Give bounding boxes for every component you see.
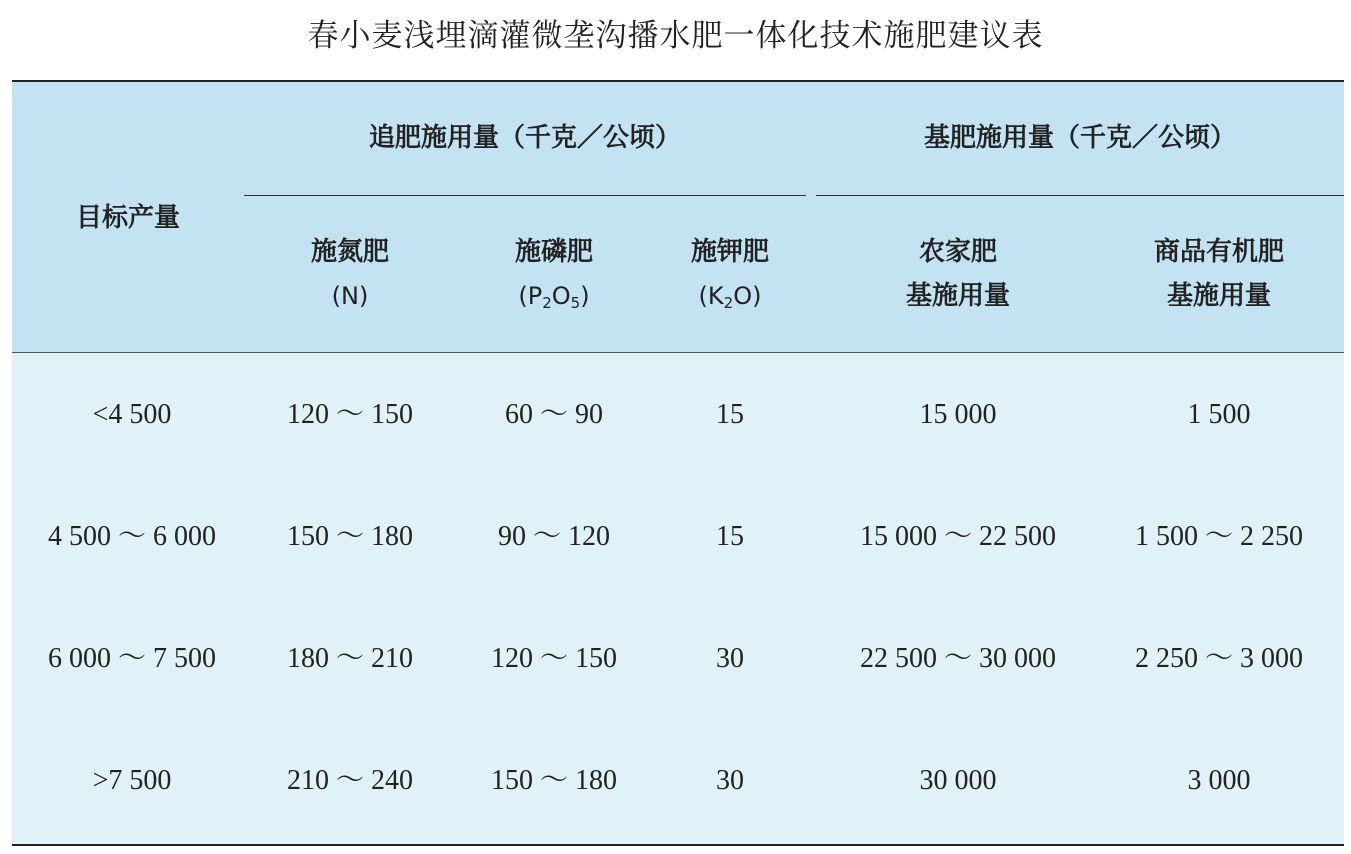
cell-farm-manure: 15 000 — [919, 399, 997, 430]
cell-potash: 30 — [716, 643, 744, 674]
cell-nitrogen: 120 ～ 150 — [286, 399, 413, 430]
header-base-group: 基肥施用量（千克／公顷） — [923, 123, 1236, 153]
table-row — [12, 720, 1344, 842]
table-row — [12, 354, 1344, 476]
cell-farm-manure: 15 000 ～ 22 500 — [859, 521, 1056, 552]
cell-target-yield: 4 500 ～ 6 000 — [47, 521, 216, 552]
cell-phosphate: 90 ～ 120 — [497, 521, 610, 552]
cell-target-yield: 6 000 ～ 7 500 — [47, 643, 216, 674]
header-potash-formula: $(K_2O)$ — [698, 282, 762, 312]
fertilizer-table — [12, 80, 1344, 846]
cell-phosphate: 120 ～ 150 — [490, 643, 617, 674]
cell-nitrogen: 210 ～ 240 — [286, 765, 413, 796]
header-nitrogen-label: 施氮肥 — [310, 237, 389, 267]
header-potash-label: 施钾肥 — [690, 237, 769, 267]
header-divider — [12, 352, 1344, 353]
header-nitrogen — [250, 230, 450, 318]
table-row — [12, 598, 1344, 720]
cell-potash: 15 — [716, 399, 744, 430]
header-potash — [658, 230, 802, 325]
header-phosphate-formula: $(P_2O_5)$ — [518, 282, 590, 312]
header-organic-fertilizer — [1094, 230, 1344, 318]
header-farm-manure — [822, 230, 1094, 318]
cell-organic-fertilizer: 1 500 — [1187, 399, 1251, 430]
header-phosphate — [454, 230, 654, 325]
base-group-rule — [816, 195, 1344, 196]
table-title: 春小麦浅埋滴灌微垄沟播水肥一体化技术施肥建议表 — [307, 18, 1044, 54]
header-target-yield: 目标产量 — [75, 203, 180, 233]
cell-nitrogen: 150 ～ 180 — [286, 521, 413, 552]
topdress-group-rule — [244, 195, 806, 196]
cell-farm-manure: 22 500 ～ 30 000 — [859, 643, 1056, 674]
header-phosphate-label: 施磷肥 — [514, 237, 593, 267]
table-bottom-rule — [12, 844, 1344, 846]
cell-nitrogen: 180 ～ 210 — [286, 643, 413, 674]
cell-target-yield: <4 500 — [92, 399, 172, 430]
header-farm-manure-line1: 农家肥 — [918, 237, 997, 267]
cell-organic-fertilizer: 2 250 ～ 3 000 — [1134, 643, 1303, 674]
cell-target-yield: >7 500 — [92, 765, 172, 796]
table-row — [12, 476, 1344, 598]
cell-potash: 30 — [716, 765, 744, 796]
cell-phosphate: 60 ～ 90 — [504, 399, 603, 430]
cell-organic-fertilizer: 3 000 — [1187, 765, 1251, 796]
header-organic-line1: 商品有机肥 — [1153, 237, 1284, 267]
header-organic-line2: 基施用量 — [1166, 281, 1271, 311]
cell-potash: 15 — [716, 521, 744, 552]
header-nitrogen-formula: (N) — [331, 282, 369, 310]
cell-phosphate: 150 ～ 180 — [490, 765, 617, 796]
header-farm-manure-line2: 基施用量 — [905, 281, 1010, 311]
header-topdress-group: 追肥施用量（千克／公顷） — [368, 123, 681, 153]
cell-farm-manure: 30 000 — [919, 765, 997, 796]
cell-organic-fertilizer: 1 500 ～ 2 250 — [1134, 521, 1303, 552]
